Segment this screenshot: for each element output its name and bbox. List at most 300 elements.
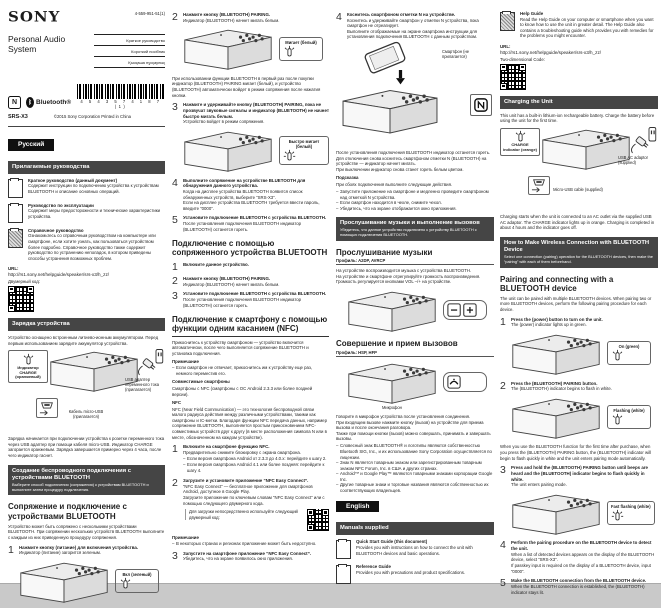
section-bar <box>8 465 165 496</box>
qr-code <box>500 64 526 90</box>
step-detail: После установления подключения BLUETOOTH индикатор (BLUETOOTH) останется гореть. <box>183 297 302 308</box>
indicator-lamp-icon <box>611 509 624 522</box>
product-name: Personal Audio System <box>8 34 66 54</box>
manual-item-title: Справочное руководство <box>28 227 84 233</box>
step <box>8 545 165 556</box>
indicator-lamp-icon <box>283 149 296 162</box>
paragraph-line: При сбоях подключения выполните следующие действия. <box>336 181 453 187</box>
speaker-illustration <box>182 26 274 71</box>
charge-indicator-callout <box>500 128 540 156</box>
qr-finder <box>8 286 15 293</box>
step-bullets <box>183 456 329 473</box>
url-label: URL: <box>8 266 19 272</box>
step-instruction: Press the (power) button to turn on the unit. <box>511 316 603 322</box>
guide-shaded-icon <box>500 12 515 31</box>
step <box>172 551 329 562</box>
section-bar-title: Charging the Unit <box>504 98 553 105</box>
page-header <box>8 8 165 127</box>
step-number: 1 <box>172 443 178 456</box>
qr-finder <box>500 83 507 90</box>
charging-figure <box>500 126 658 210</box>
profile-label: Профиль: HSP, HFP <box>336 349 377 355</box>
section-bar-title: Прослушивание музыки и выполнение вызовов <box>340 220 480 227</box>
step-instruction: Perform the pairing procedure on the BLUETOOTH device to detect the unit. <box>511 540 652 552</box>
manual-item-title: Краткое руководство (данный документ) <box>28 177 118 183</box>
cable-label: Кабель micro-USB (прилагается) <box>68 409 104 420</box>
note-item: – Если смартфон не отвечает, прикоснитесь им к устройству еще раз, немного переместив его. <box>172 365 329 376</box>
bullet-item: – Запустите приложение на смартфоне и медленно проведите смартфоном над отметкой N устройства. <box>336 189 494 200</box>
qr-finder <box>307 509 314 516</box>
step-body <box>511 540 658 574</box>
step-instruction: Запустите на смартфоне приложение “NFC Easy Connect”. <box>183 550 312 556</box>
paragraph-line: This unit has a built-in lithium-ion rechargeable battery. Charge the battery before using the unit for the first time. <box>500 112 655 124</box>
guide-title: Короткий посібник <box>94 45 165 56</box>
manual-item-text <box>28 228 165 262</box>
step-instruction: Нажмите кнопку (BLUETOOTH) PAIRING. <box>183 12 271 17</box>
step <box>500 317 658 328</box>
bullet-item: – Убедитесь, что на экране отображается окно приложения. <box>336 206 494 212</box>
bullet-item: – Android™ и Google Play™ являются товарными знаками корпорации Google Inc. <box>336 471 494 482</box>
indicator-lamp-icon <box>611 413 624 426</box>
step-instruction: Нажмите кнопку (питание) для включения устройства. <box>19 544 139 550</box>
column-2 <box>172 8 329 564</box>
url-value: http://rs1.sony.net/helpguide/speaker/srs-x3/h_zz/ <box>500 50 602 56</box>
heading-rule <box>336 264 494 265</box>
step-body <box>511 465 658 488</box>
step-detail: Загрузите приложение по ключевым словам “NFC Easy Connect” или с помощью следующего двумерного кода. <box>183 495 325 506</box>
step-body <box>183 262 329 273</box>
paragraph <box>336 150 494 172</box>
bluetooth-logo <box>26 97 71 108</box>
barcode <box>77 84 165 109</box>
step-instruction: Установите подключение BLUETOOTH с устройства BLUETOOTH. <box>183 215 327 221</box>
paragraph-line: На устройстве и смартфоне отрегулируйте громкость воспроизведения. Громкость регулируется кнопками VOL –/+ на устройстве. <box>336 273 481 285</box>
paragraph <box>500 296 658 313</box>
step-detail: Если на дисплее устройства BLUETOOTH требуется ввести пароль, введите “0000”. <box>183 200 320 211</box>
indicator-callout <box>607 405 651 429</box>
paragraph-line: Charging starts when the unit is connected to an AC outlet via the supplied USB AC adaptor. The CHARGE indicator lights up in orange. Charging is completed in about 4 hours and the indicator goes off. <box>500 213 655 231</box>
qr-finder <box>8 305 15 312</box>
manual-item <box>336 564 494 584</box>
step-detail: Выполните отображаемые на экране смартфона инструкции для установления подключения BLUETOOTH с данным устройством. <box>347 28 478 40</box>
model-number: SRS-X3 <box>8 114 28 120</box>
column-3 <box>336 8 494 589</box>
step-instruction: Коснитесь смартфоном отметки N на устройстве. <box>347 12 456 17</box>
step-detail: “NFC Easy Connect” — бесплатное приложение для смартфонов Android, доступное в Google Play. <box>183 483 313 495</box>
step-body <box>183 291 329 308</box>
paragraph-line: Зарядка начинается при подключении устройства к розетке переменного тока через USB адаптер при помощи кабеля micro-USB. Индикатор CHARGE загорается оранжевым. Зарядка завершается примерно через 4 часа, после чего индикатор гаснет. <box>8 436 165 458</box>
section-heading: Подключение к смартфону с помощью функции одним касанием (NFC) <box>172 315 329 336</box>
bullet-list <box>336 443 494 493</box>
paragraph-line: Устройство оснащено встроенным литиево-ионным аккумулятором. Перед первым использованием зарядите аккумулятор устройства. <box>8 335 159 346</box>
section-bar <box>500 96 658 109</box>
speaker-illustration <box>510 491 602 536</box>
speaker-illustration <box>340 86 440 134</box>
paragraph-line: Устройство может быть сопряжено с несколькими устройствами BLUETOOTH. При сопряжении нескольких устройств BLUETOOTH выполните с каждым из них приведенную процедуру сопряжения. <box>8 523 165 540</box>
micro-usb-callout <box>36 398 58 417</box>
part-number: 4-559-951-51(1) <box>134 11 165 16</box>
speaker-illustration <box>346 288 438 333</box>
step-body <box>183 276 329 287</box>
cable-label: Micro-USB cable (supplied) <box>553 186 603 192</box>
bluetooth-rune-icon: ᛒ <box>26 97 34 108</box>
sub-heading: Подсказка <box>336 175 359 181</box>
step-instruction: Включите данное устройство. <box>183 261 249 267</box>
section-bar-title: Зарядка устройства <box>12 320 70 327</box>
speaker-illustration <box>346 360 438 405</box>
step-body <box>183 551 329 562</box>
section-heading: Сопряжение и подключение с устройствами BLUETOOTH <box>8 502 127 521</box>
step <box>172 478 329 532</box>
speaker-figure <box>182 26 329 71</box>
paragraph <box>172 386 329 397</box>
step-number: 2 <box>172 477 178 490</box>
qr-block <box>8 279 165 312</box>
indicator-callout <box>279 136 329 165</box>
paragraph <box>172 340 329 357</box>
url-block <box>8 266 165 277</box>
guide-document-icon <box>336 540 351 559</box>
step-detail: The (BLUETOOTH) indicator begins to flash in white. <box>511 386 612 392</box>
manual-item-title: Help Guide <box>520 11 544 16</box>
url-block <box>500 44 658 55</box>
step-number: 1 <box>8 543 14 556</box>
manual-item-desc: Содержит меры предосторожности и технические характеристики устройства. <box>28 208 161 220</box>
step-body <box>183 444 329 474</box>
step-body <box>183 12 329 23</box>
manual-item-text <box>28 203 165 223</box>
speaker-illustration <box>510 331 602 376</box>
indicator-callout <box>279 37 323 61</box>
bullet-item: – Знак N является товарным знаком или зарегистрированным товарным знаком NFC Forum, Inc. в США и других странах. <box>336 460 494 471</box>
sub-heading: Совместимые смартфоны <box>172 379 230 385</box>
step <box>172 291 329 308</box>
step-number: 5 <box>500 577 506 590</box>
paragraph <box>500 113 658 124</box>
indicator-label: Быстро мигает (белый) <box>288 138 320 149</box>
section-bar-title: How to Make Wireless Connection with BLUETOOTH Device <box>504 239 650 253</box>
manual-item <box>8 228 165 262</box>
charge-indicator-label: CHARGE indicator (orange) <box>503 142 538 153</box>
section-bar <box>500 237 658 268</box>
qr-finder <box>519 64 526 71</box>
url-label: URL: <box>500 44 511 50</box>
speaker-figure <box>510 331 658 376</box>
paragraph-line: NFC (Near Field Communication) — это технология беспроводной связи малого радиуса действия между различными устройствами, такими как смартфоны и IC-метки. Благодаря функции NFC передача данных, например сопряжение BLUETOOTH, выполняется простым прикосновением NFC-совместимых устройств друг к другу (в месте расположения символа N или в месте, обозначенном на каждом устройстве). <box>172 406 327 440</box>
qr-code <box>8 286 34 312</box>
charge-indicator-lamp-icon <box>22 353 35 366</box>
note-item: – В некоторых странах и регионах приложение может быть недоступно. <box>172 541 329 547</box>
step-number: 4 <box>172 176 178 189</box>
smartphone-label: Смартфон (не прилагается) <box>442 49 470 59</box>
paragraph <box>172 407 329 440</box>
guide-title-stack <box>94 34 165 68</box>
paragraph-line: При использовании функции BLUETOOTH в первый раз после покупки индикатор (BLUETOOTH) PAIRING мигает (белый), и устройство (BLUETOOTH) автоматически войдет в режим сопряжения после нажатия кнопки. <box>172 75 321 98</box>
paragraph <box>336 414 494 442</box>
indicator-callout <box>607 501 655 525</box>
usb-ac-adaptor-icon <box>135 348 165 378</box>
speaker-illustration <box>182 128 274 173</box>
manual-item-desc: Содержит инструкции по подключению устройства к устройствам BLUETOOTH и описание основных операций. <box>28 183 159 195</box>
step-number: 3 <box>172 101 178 114</box>
paragraph-line: При входящем вызове нажмите кнопку (вызов) на устройстве для приема вызова и после окончания разговора. <box>336 419 484 431</box>
paragraph-line: После установления подключения BLUETOOTH индикатор останется гореть. <box>336 150 491 156</box>
manual-item-text <box>520 11 658 39</box>
step-number: 2 <box>172 11 178 23</box>
paragraph <box>336 182 494 188</box>
guide-shaded-icon <box>8 229 23 248</box>
step-bullet: – Если версия смартфона Android от 2.3.3 до 4.0.x: перейдите к шагу 2. <box>183 456 329 462</box>
qr-block <box>500 57 658 90</box>
paragraph <box>172 76 329 98</box>
paragraph <box>500 444 658 461</box>
barcode-digits: 4 5 4 3 5 7 4 1 8 7 (1) <box>80 99 162 109</box>
manual-item <box>336 539 494 559</box>
speaker-figure <box>182 128 329 173</box>
step-number: 5 <box>172 214 178 227</box>
indicator-label: Вкл (зеленый) <box>122 572 152 578</box>
manual-item <box>500 11 658 39</box>
microphone-label: Микрофон <box>382 405 402 411</box>
manual-item-desc: Provides you with instructions on how to connect the unit with BLUETOOTH devices and basic operations. <box>356 545 473 556</box>
qr-finder <box>307 524 314 531</box>
paragraph <box>336 268 494 285</box>
note-title: Примечание <box>172 535 199 541</box>
step <box>172 276 329 287</box>
section-heading: Подключение с помощью сопряженного устройства BLUETOOTH <box>172 239 328 258</box>
url-value: http://rs1.sony.net/helpguide/speaker/srs-x3/h_zz/ <box>8 272 110 278</box>
section-bar <box>336 522 494 535</box>
step-body <box>511 578 658 595</box>
step-number: 1 <box>172 260 178 273</box>
touch-arrow-icon <box>396 70 405 84</box>
step-instruction: Press the (BLUETOOTH) PAIRING button. <box>511 380 598 386</box>
note-title: Примечание <box>172 359 199 365</box>
qr-finder <box>27 286 34 293</box>
language-tab: Русский <box>8 139 54 151</box>
paragraph <box>500 214 658 231</box>
step-body <box>19 545 165 556</box>
adaptor-label: USB AC adaptor (supplied) <box>618 154 649 165</box>
step-detail: When a list of detected devices appears on the display of the BLUETOOTH device, select “SRS-X3”. <box>511 551 655 563</box>
step-detail: Когда на дисплее устройства BLUETOOTH появится список обнаруженных устройств, выберите “SRS-X3”. <box>183 188 303 200</box>
speaker-figure <box>510 395 658 440</box>
qr-finder <box>500 64 507 71</box>
speaker-illustration <box>18 559 110 604</box>
copyright: ©2015 Sony Corporation Printed in China <box>53 114 131 119</box>
section-bar-title: Прилагаемые руководства <box>12 163 90 170</box>
step <box>172 102 329 125</box>
guide-document-icon <box>336 565 351 584</box>
section-bar-title: Manuals supplied <box>340 525 389 532</box>
section-heading: Совершение и прием вызовов <box>336 339 458 349</box>
qr-label: Двумерный код: <box>8 279 40 285</box>
paragraph-line: Также при помощи кнопки (вызов) можно совершать, принимать и завершать вызовы. <box>336 430 491 442</box>
step-number: 2 <box>172 275 178 288</box>
step-detail: The (power) indicator lights up in green. <box>511 322 587 328</box>
column-1 <box>8 8 165 608</box>
indicator-callout <box>115 569 159 593</box>
step-body <box>183 478 329 532</box>
indicator-callout <box>607 341 651 365</box>
section-heading: Pairing and connecting with a BLUETOOTH device <box>500 274 614 293</box>
step-detail: Индикатор (BLUETOOTH) начнет мигать белым. <box>183 17 280 23</box>
manual-item-title: Руководство по эксплуатации <box>28 202 94 208</box>
paragraph-line: При выключении индикатор снова станет гореть белым цветом. <box>336 166 464 172</box>
manual-item-desc: Provides you with precautions and product specifications. <box>356 570 466 576</box>
paragraph-line: Прикоснитесь к устройству смартфоном — устройство включится автоматически, после чего выполняется сопряжение BLUETOOTH и установка подключения. <box>172 339 309 356</box>
paragraph-line: На устройстве воспроизводится музыка с устройства BLUETOOTH. <box>336 268 472 274</box>
step <box>500 381 658 392</box>
step-detail: Предварительно снимите блокировку с экрана смартфона. <box>183 449 301 455</box>
manual-item-desc: Ознакомьтесь со справочным руководством на компьютере или смартфоне, если хотите узнать, как пользоваться устройством более подробно. Справочное руководство также содержит руководство по устранению неполадок, в котором приведены способы устранения возможных проблем. <box>28 233 156 261</box>
step-number: 4 <box>500 539 506 552</box>
speaker-figure <box>510 491 658 536</box>
step-detail: The unit enters pairing mode. <box>511 482 567 488</box>
step-body <box>511 317 658 328</box>
step <box>172 215 329 232</box>
section-bar <box>336 217 494 241</box>
step-number: 3 <box>172 290 178 303</box>
step-number: 3 <box>500 464 506 477</box>
adaptor-label: USB адаптер переменного тока (прилагается) <box>125 377 160 393</box>
step <box>500 578 658 595</box>
step-detail: Индикатор (питание) загорится зеленым. <box>19 550 102 556</box>
volume-callout <box>443 300 487 320</box>
step-number: 4 <box>336 11 342 23</box>
paragraph-line: Смартфоны с NFC (смартфоны с ОС Android 2.3.3 или более поздней версии). <box>172 385 313 397</box>
step <box>500 465 658 488</box>
step <box>172 178 329 212</box>
paragraph <box>8 335 165 346</box>
sony-logo: SONY <box>8 8 61 26</box>
charging-figure <box>8 348 165 432</box>
step-number: 3 <box>172 549 178 562</box>
paragraph <box>8 436 165 458</box>
profile-label: Профиль: A2DP, AVRCP <box>336 258 386 264</box>
bluetooth-wordmark: Bluetooth® <box>36 99 72 106</box>
bullet-item: – Если смартфон находится в чехле, снимите чехол. <box>336 200 494 206</box>
step-detail: Коснитесь и удерживайте смартфон у отметки N устройства, пока смартфон не отреагирует. <box>347 17 479 29</box>
indicator-lamp-icon <box>283 45 296 58</box>
qr-finder <box>322 509 329 516</box>
manual-item-text <box>356 539 494 559</box>
call-button-callout <box>443 372 487 392</box>
language-tab: English <box>336 501 379 513</box>
step-number: 1 <box>500 315 506 328</box>
manual-item <box>8 203 165 223</box>
guide-document-icon <box>8 204 23 223</box>
section-bar-title: Создание беспроводного подключения с устройствами BLUETOOTH <box>12 467 131 481</box>
step-body <box>183 215 329 232</box>
step-detail: Убедитесь, что на экране появилось окно приложения. <box>183 556 293 562</box>
step-detail: When the BLUETOOTH connection is established, the (BLUETOOTH) indicator stays lit. <box>511 583 645 595</box>
manual-item-title: Quick Start Guide (this document) <box>356 539 428 545</box>
step-instruction: Нажмите кнопку (BLUETOOTH) PAIRING. <box>183 276 271 282</box>
manual-item-text <box>28 178 165 198</box>
section-bar-subtext: Выберите способ подключения (сопряжения) к устройствам BLUETOOTH и выполните затем процедуру подключения. <box>12 482 149 492</box>
paragraph <box>8 524 165 541</box>
nfc-touch-figure <box>336 42 494 146</box>
step <box>500 540 658 574</box>
qr-note-text: Для загрузки непосредственно используйте следующий двумерный код: <box>185 509 303 520</box>
step-detail: После установления подключения BLUETOOTH индикатор (BLUETOOTH) останется гореть. <box>183 221 302 232</box>
speaker-figure <box>18 559 165 604</box>
step-detail: If passkey input is required on the display of a BLUETOOTH device, input “0000”. <box>511 563 651 574</box>
step <box>172 12 329 23</box>
step-body <box>183 178 329 212</box>
header-divider <box>8 126 165 127</box>
manual-item-text <box>356 564 465 584</box>
step-instruction: Загрузите и установите приложение “NFC Easy Connect”. <box>183 478 309 484</box>
step-detail: Устройство войдет в режим сопряжения. <box>183 119 265 125</box>
qr-label: Two-dimensional Code: <box>500 57 545 63</box>
indicator-lamp-icon <box>611 349 624 362</box>
charge-indicator-label: Индикатор CHARGE (оранжевый) <box>15 364 41 380</box>
step-instruction: Включите на смартфоне функцию NFC. <box>183 444 270 450</box>
guide-title: Краткое руководство <box>94 34 165 45</box>
paragraph-line: Говорите в микрофон устройства после установления соединения. <box>336 414 471 420</box>
note-list <box>172 541 329 547</box>
speaker-illustration <box>510 395 602 440</box>
step-instruction: Нажмите и удерживайте кнопку (BLUETOOTH) PAIRING, пока не прозвучат звуковые сигналы и индикатор (BLUETOOTH) не начнет быстро мигать белым. <box>183 102 329 119</box>
indicator-label: Flashing (white) <box>613 408 645 414</box>
charge-indicator-callout <box>8 350 48 382</box>
step-body <box>511 381 658 392</box>
step-instruction: Выполните сопряжение на устройстве BLUETOOTH для обнаружения данного устройства. <box>183 177 306 189</box>
step <box>336 12 494 40</box>
micro-usb-callout <box>528 176 550 195</box>
barcode-bars <box>77 84 165 99</box>
manual-item-desc: Read the Help Guide on your computer or smartphone when you want to know how to use the unit in greater detail. The Help Guide also contains a troubleshooting guide which provides you with remedies for the problems you might encounter. <box>520 16 654 39</box>
indicator-label: Мигает (белый) <box>285 39 317 45</box>
paragraph-line: The unit can be paired with multiple BLUETOOTH devices. When pairing two or more BLUETOOTH devices, perform the following pairing procedure for each device. <box>500 295 652 313</box>
paragraph-line: When you use the BLUETOOTH function for the first time after purchase, when you press the (BLUETOOTH) PAIRING button, the (BLUETOOTH) indicator will begin to flash quickly in white and the unit enters pairing mode automatically. <box>500 444 651 461</box>
step-detail: Индикатор (BLUETOOTH) начнет мигать белым. <box>183 281 280 287</box>
manual-item <box>8 178 165 198</box>
step-instruction: Press and hold the (BLUETOOTH) PAIRING button until beeps are heard and the (BLUETOOTH) indicator begins to flash quickly in white. <box>511 465 648 482</box>
volume-figure <box>346 288 494 333</box>
step-number: 2 <box>500 379 506 392</box>
step-body <box>183 102 329 125</box>
indicator-label: Fast flashing (white) <box>611 504 651 510</box>
guide-document-icon <box>8 179 23 198</box>
manual-item-title: Reference Guide <box>356 564 391 570</box>
step-body <box>347 12 494 40</box>
step <box>172 262 329 273</box>
step-instruction: Установите подключение BLUETOOTH с устройства BLUETOOTH. <box>183 291 327 297</box>
bullet-item: – Словесный знак BLUETOOTH® и логотипы являются собственностью Bluetooth SIG, Inc., и их использование Sony Corporation осуществляется по лицензии. <box>336 443 494 460</box>
bullet-item: – Другие товарные знаки и торговые названия являются собственностью их соответствующих владельцев. <box>336 482 494 493</box>
column-4 <box>500 8 658 597</box>
bullet-list <box>336 189 494 211</box>
note-list <box>172 365 329 376</box>
call-figure-wrap <box>336 360 494 412</box>
paragraph-line: Для отключения снова коснитесь смартфоном отметки N (BLUETOOTH) на устройстве — индикатор начнет мигать. <box>336 155 487 167</box>
n-mark-callout <box>470 94 492 116</box>
call-figure <box>346 360 494 405</box>
indicator-lamp-icon <box>119 577 132 590</box>
section-bar-subtext: Убедитесь, что данное устройство подключено к устройству BLUETOOTH с помощью подключения BLUETOOTH. <box>340 227 477 238</box>
nfc-n-mark-icon: N <box>8 96 21 109</box>
step <box>172 444 329 474</box>
section-bar-subtext: Select one connection (pairing) operation for the BLUETOOTH devices, then make the “pairing” with each of them beforehand. <box>504 254 653 264</box>
guide-title: Қысқаша нұсқаулық <box>94 56 165 68</box>
section-bar <box>8 161 165 174</box>
qr-code <box>307 509 329 531</box>
heading-rule <box>336 356 494 357</box>
qr-note <box>185 509 329 531</box>
